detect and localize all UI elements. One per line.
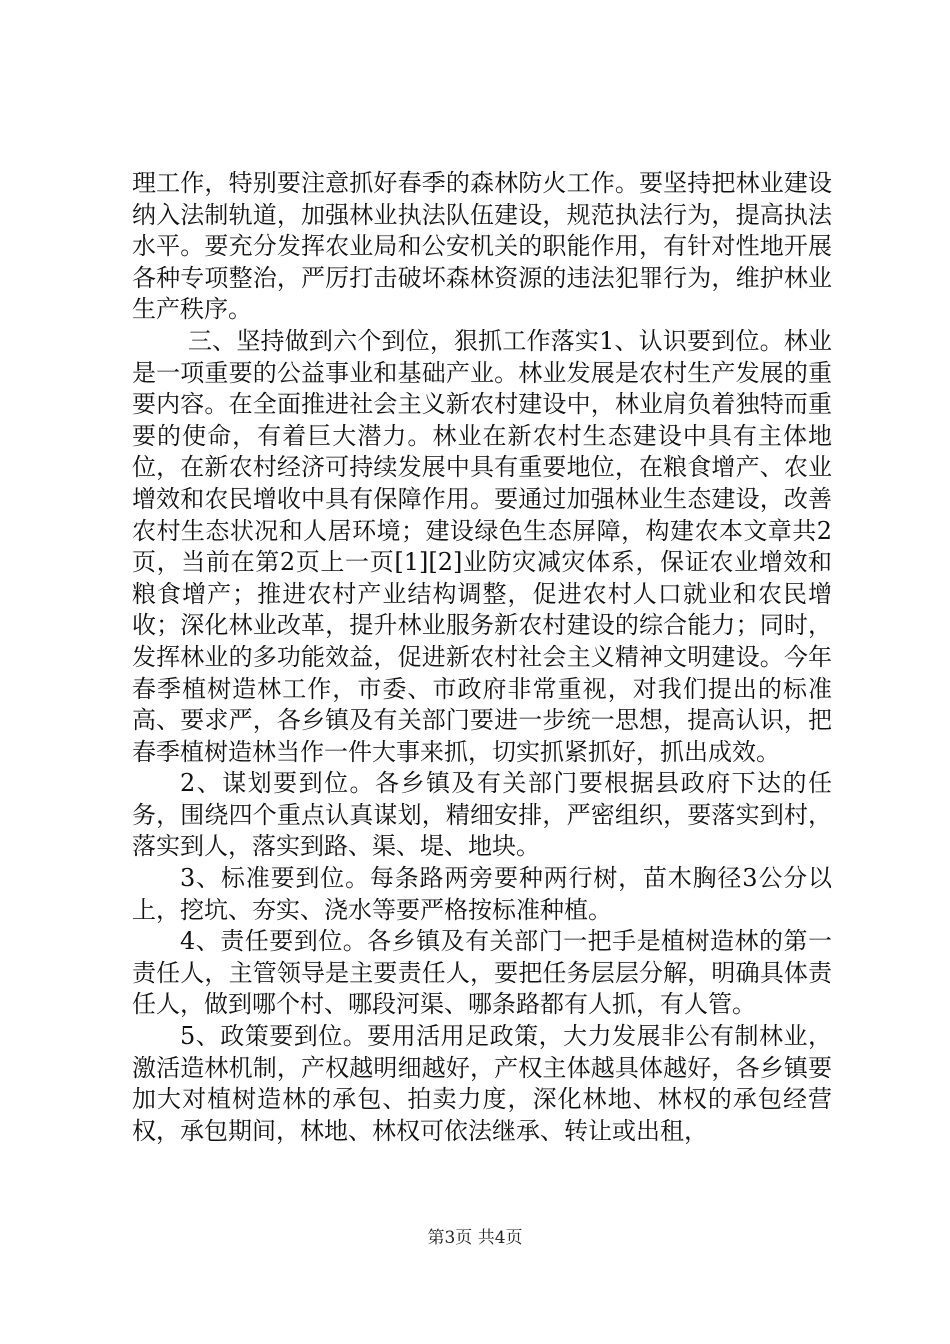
paragraph-six-in-place: 三、坚持做到六个到位，狠抓工作落实1、认识要到位。林业是一项重要的公益事业和基础产业。林业发展是农村生产发展的重要内容。在全面推进社会主义新农村建设中，林业肩负着独特而重要的使命，有着巨大潜力。林业在新农村生态建设中具有主体地位，在新农村经济可持续发展中具有重要地位，在粮食增产、农业增效和农民增收中具有保障作用。要通过加强林业生态建设，改善农村生态状况和人居环境；建设绿色生态屏障，构建农本文章共2页，当前在第2页上一页[1][2]业防灾减灾体系，保证农业增效和粮食增产；推进农村产业结构调整，促进农村人口就业和农民增收；深化林业改革，提升林业服务新农村建设的综合能力；同时，发挥林业的多功能效益，促进新农村社会主义精神文明建设。今年春季植树造林工作，市委、市政府非常重视，对我们提出的标准高、要求严，各乡镇及有关部门要进一步统一思想，提高认识，把春季植树造林当作一件大事来抓，切实抓紧抓好，抓出成效。 — [132, 326, 832, 766]
paragraph-policy: 5、政策要到位。要用活用足政策，大力发展非公有制林业，激活造林机制，产权越明细越好，产权主体越具体越好，各乡镇要加大对植树造林的承包、拍卖力度，深化林地、林权的承包经营权，承包期间，林地、林权可依法继承、转让或出租， — [132, 1022, 832, 1145]
paragraph-standards: 3、标准要到位。每条路两旁要种两行树，苗木胸径3公分以上，挖坑、夯实、浇水等要严格按标准种植。 — [132, 864, 832, 924]
paragraph-planning: 2、谋划要到位。各乡镇及有关部门要根据县政府下达的任务，围绕四个重点认真谋划，精细安排，严密组织，要落实到村，落实到人，落实到路、渠、堤、地块。 — [132, 769, 832, 861]
paragraph-responsibility: 4、责任要到位。各乡镇及有关部门一把手是植树造林的第一责任人，主管领导是主要责任人，要把任务层层分解，明确具体责任人，做到哪个村、哪段河渠、哪条路都有人抓，有人管。 — [132, 927, 832, 1019]
paragraph-forest-law-enforcement: 理工作，特别要注意抓好春季的森林防火工作。要坚持把林业建设纳入法制轨道，加强林业执法队伍建设，规范执法行为，提高执法水平。要充分发挥农业局和公安机关的职能作用，有针对性地开展各种专项整治，严厉打击破坏森林资源的违法犯罪行为，维护林业生产秩序。 — [132, 169, 832, 324]
page-footer: 第3页 共4页 — [427, 1228, 523, 1248]
document-body — [132, 168, 832, 1147]
